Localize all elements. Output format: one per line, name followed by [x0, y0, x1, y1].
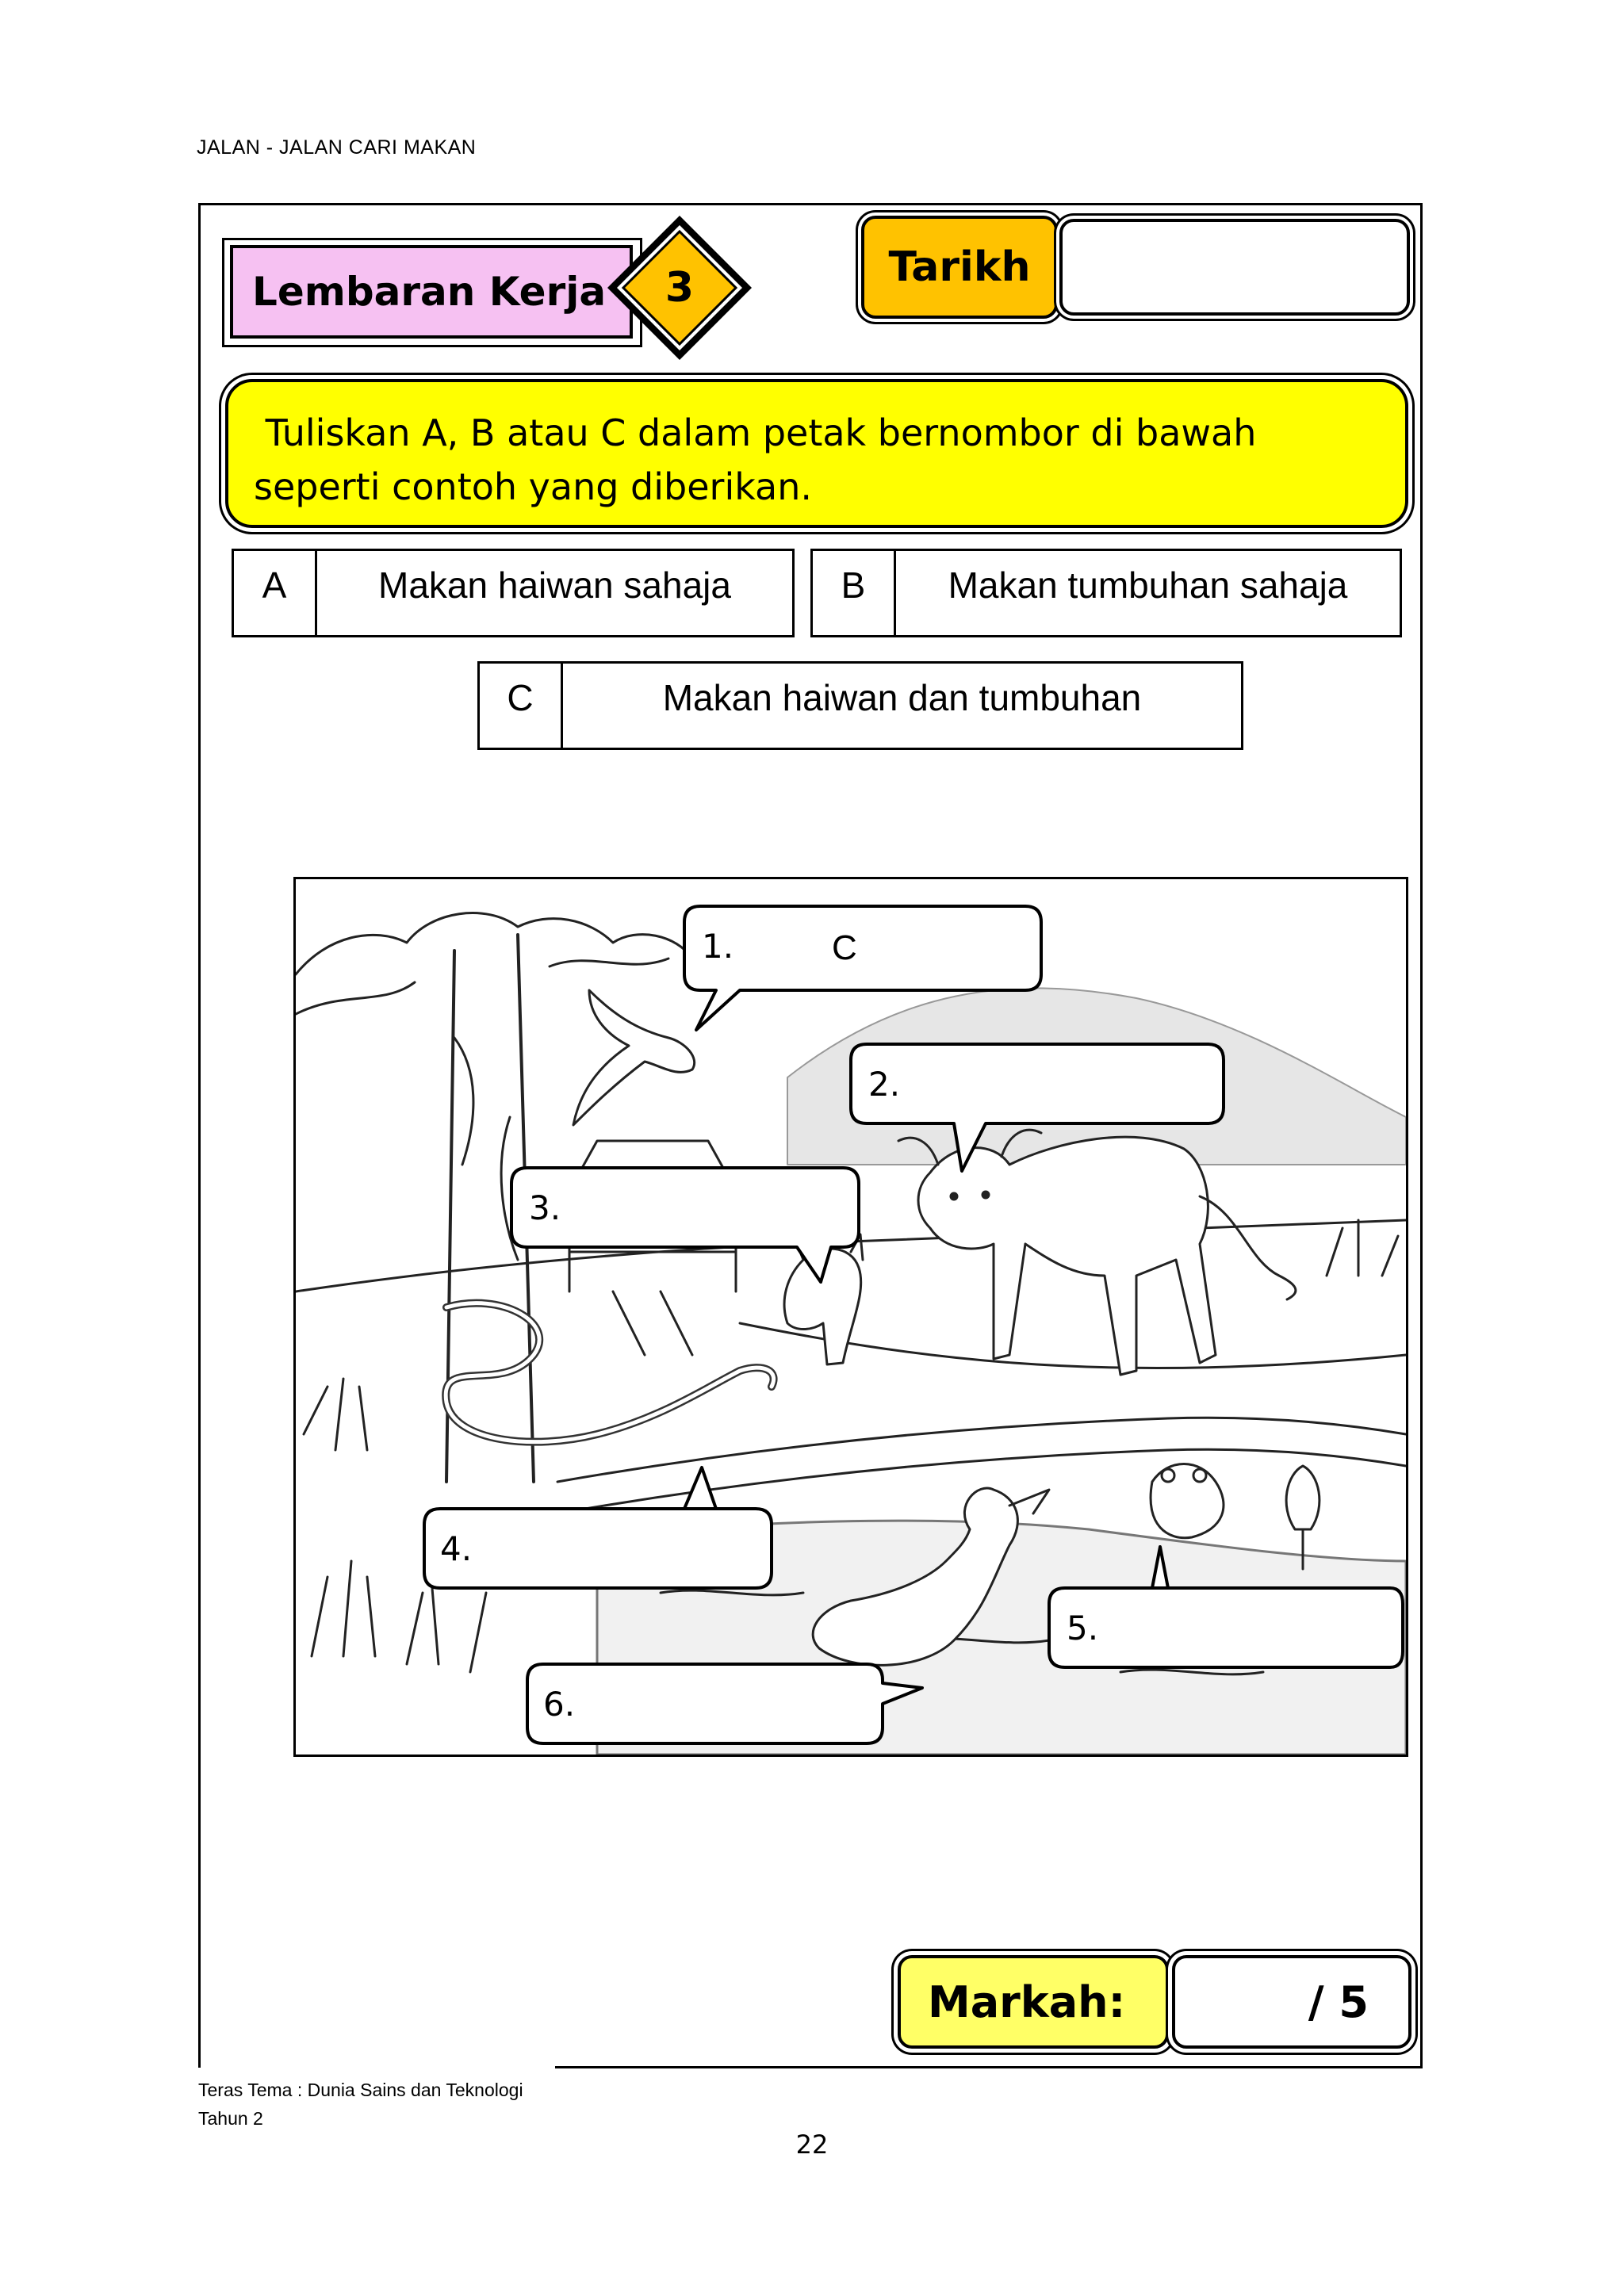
- option-text: Makan haiwan sahaja: [378, 564, 731, 606]
- scene-illustration: [293, 877, 1408, 1757]
- option-a: [232, 549, 795, 637]
- speech-bubbles: [296, 879, 1406, 1755]
- score-label: Markah:: [898, 1955, 1169, 2049]
- instruction-line-2: seperti contoh yang diberikan.: [254, 465, 813, 508]
- bubble-4-shape: [424, 1468, 772, 1588]
- bubble-5-shape: [1049, 1547, 1403, 1667]
- instruction-box: [225, 379, 1408, 528]
- worksheet-label: [230, 245, 633, 339]
- option-text: Makan haiwan dan tumbuhan: [662, 677, 1142, 718]
- option-key: B: [813, 551, 896, 635]
- option-key: A: [234, 551, 317, 635]
- page-number: 22: [795, 2130, 829, 2160]
- bubble-3-number: 3.: [529, 1188, 561, 1227]
- bubble-4-number: 4.: [440, 1529, 473, 1568]
- bubble-1-number: 1.: [702, 927, 734, 966]
- running-header: JALAN - JALAN CARI MAKAN: [197, 136, 477, 159]
- instruction-line-1: Tuliskan A, B atau C dalam petak bernombor di bawah: [254, 411, 1257, 454]
- bubble-6-shape: [527, 1664, 922, 1743]
- date-label: Tarikh: [861, 216, 1058, 319]
- bubble-5-number: 5.: [1067, 1609, 1099, 1647]
- date-field[interactable]: [1059, 219, 1410, 316]
- option-text: Makan tumbuhan sahaja: [948, 564, 1348, 606]
- bubble-1-answer[interactable]: C: [832, 928, 857, 967]
- bubble-6-number: 6.: [543, 1685, 576, 1724]
- worksheet-number: 3: [665, 264, 695, 312]
- option-b: [810, 549, 1402, 637]
- bubble-2-shape: [851, 1044, 1224, 1171]
- option-c: [477, 661, 1243, 750]
- option-key: C: [480, 664, 563, 748]
- bubble-1-shape: [684, 906, 1041, 1030]
- bubble-3-shape: [511, 1168, 859, 1282]
- footer-year: Tahun 2: [198, 2108, 263, 2129]
- worksheet-label-text: Lembaran Kerja: [252, 269, 607, 315]
- footer-theme: Teras Tema : Dunia Sains dan Teknologi: [198, 2080, 523, 2100]
- bubble-2-number: 2.: [868, 1065, 901, 1104]
- frame-bottom-rule: [555, 2066, 1423, 2068]
- score-field[interactable]: / 5: [1172, 1955, 1411, 2049]
- footer: [198, 2076, 523, 2133]
